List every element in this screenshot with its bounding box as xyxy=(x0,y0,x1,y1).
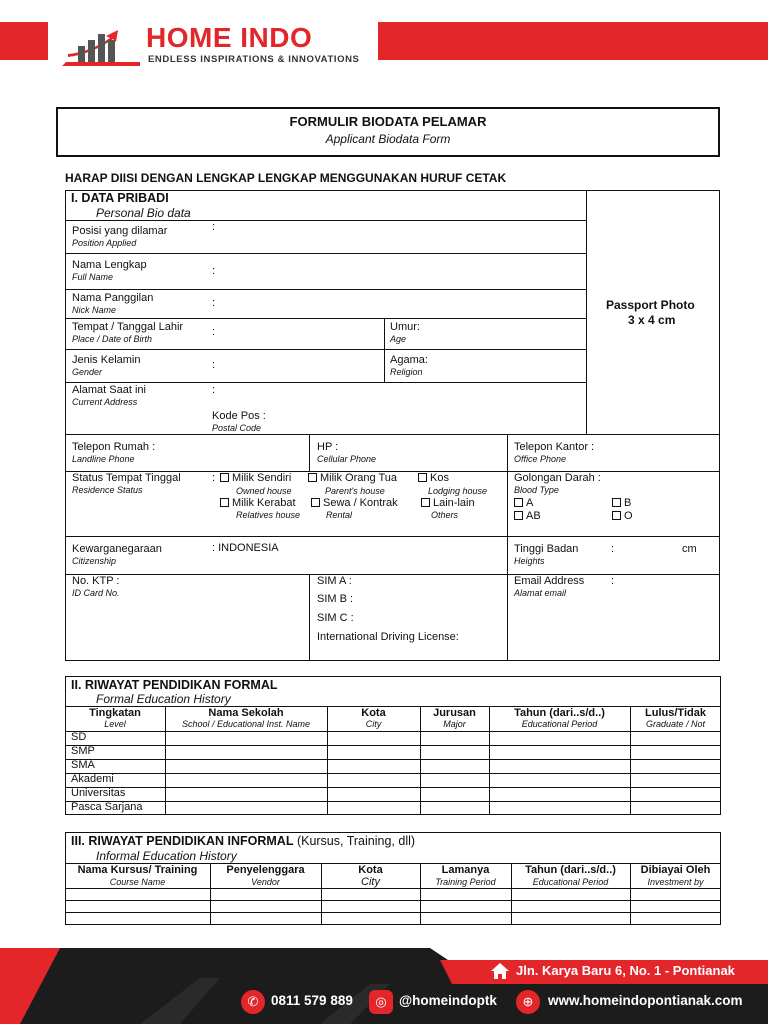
footer-phone[interactable]: 0811 579 889 xyxy=(271,993,353,1008)
full-name-label: Nama Lengkap xyxy=(72,259,147,271)
intl-license-label[interactable]: International Driving License: xyxy=(317,631,459,643)
informal-col-course-sub: Course Name xyxy=(109,877,166,887)
formal-col-city: Kota xyxy=(361,707,386,719)
religion-label: Agama: xyxy=(390,354,428,366)
residence-option-rental[interactable]: Sewa / Kontrak xyxy=(311,497,398,509)
formal-col-graduate: Lulus/Tidak xyxy=(645,707,706,719)
table-row: SMA xyxy=(71,759,95,771)
formal-col-period: Tahun (dari..s/d..) xyxy=(514,707,605,719)
table-row: Akademi xyxy=(71,773,114,785)
blood-option-b[interactable]: B xyxy=(612,497,631,509)
table-row: Pasca Sarjana xyxy=(71,801,143,813)
address-sublabel: Current Address xyxy=(72,397,138,407)
residence-option-rental-sub: Rental xyxy=(326,510,353,520)
residence-option-owned[interactable]: Milik Sendiri xyxy=(220,472,291,484)
residence-option-parents[interactable]: Milik Orang Tua xyxy=(308,472,397,484)
birth-field[interactable]: : xyxy=(212,326,216,338)
checkbox-icon[interactable] xyxy=(220,473,229,482)
sim-b-label[interactable]: SIM B : xyxy=(317,593,354,605)
informal-col-funding-sub: Investment by xyxy=(647,877,704,887)
footer-instagram[interactable]: @homeindoptk xyxy=(399,993,497,1008)
email-sublabel: Alamat email xyxy=(514,588,567,598)
residence-option-others[interactable]: Lain-lain xyxy=(421,497,475,509)
ktp-sublabel: ID Card No. xyxy=(72,588,120,598)
citizenship-value[interactable]: : INDONESIA xyxy=(212,542,279,554)
residence-option-lodging[interactable]: Kos xyxy=(418,472,449,484)
checkbox-icon[interactable] xyxy=(308,473,317,482)
residence-option-relatives[interactable]: Milik Kerabat xyxy=(220,497,296,509)
residence-option-owned-sub: Owned house xyxy=(236,486,292,496)
form-title-box xyxy=(56,107,720,157)
landline-label[interactable]: Telepon Rumah : xyxy=(72,441,156,453)
header-red-bar-left xyxy=(0,22,48,60)
home-icon xyxy=(490,962,510,980)
formal-col-city-sub: City xyxy=(365,719,382,729)
formal-col-school-sub: School / Educational Inst. Name xyxy=(181,719,311,729)
photo-size: 3 x 4 cm xyxy=(628,313,676,327)
birth-sublabel: Place / Date of Birth xyxy=(72,334,153,344)
footer-website[interactable]: www.homeindopontianak.com xyxy=(548,993,743,1008)
office-phone-label[interactable]: Telepon Kantor : xyxy=(514,441,595,453)
photo-label: Passport Photo xyxy=(606,298,695,312)
photo-divider xyxy=(586,190,587,434)
sim-c-label[interactable]: SIM C : xyxy=(317,612,354,624)
formal-col-graduate-sub: Graduate / Not xyxy=(645,719,706,729)
checkbox-icon[interactable] xyxy=(418,473,427,482)
globe-icon: ⊕ xyxy=(516,990,540,1014)
cellular-label[interactable]: HP : xyxy=(317,441,339,453)
address-field[interactable]: : xyxy=(212,384,216,396)
checkbox-icon[interactable] xyxy=(311,498,320,507)
formal-col-period-sub: Educational Period xyxy=(521,719,598,729)
checkbox-icon[interactable] xyxy=(514,498,523,507)
residence-label: Status Tempat Tinggal xyxy=(72,472,181,484)
informal-col-vendor: Penyelenggara xyxy=(226,864,305,876)
residence-sublabel: Residence Status xyxy=(72,485,143,495)
email-label: Email Address xyxy=(514,575,585,587)
formal-col-school: Nama Sekolah xyxy=(208,707,284,719)
religion-sublabel[interactable]: Religion xyxy=(390,367,423,377)
residence-option-lodging-sub: Lodging house xyxy=(428,486,488,496)
postal-code-label[interactable]: Kode Pos : xyxy=(212,410,266,422)
ktp-label[interactable]: No. KTP : xyxy=(72,575,120,587)
blood-option-a[interactable]: A xyxy=(514,497,533,509)
height-sublabel: Heights xyxy=(514,556,545,566)
formal-col-major: Jurusan xyxy=(433,707,476,719)
residence-option-others-sub: Others xyxy=(431,510,459,520)
citizenship-label: Kewarganegaraan xyxy=(72,543,162,555)
informal-col-duration: Lamanya xyxy=(441,864,490,876)
blood-option-ab[interactable]: AB xyxy=(514,510,541,522)
postal-code-sublabel: Postal Code xyxy=(212,423,262,433)
checkbox-icon[interactable] xyxy=(612,498,621,507)
table-row: SMP xyxy=(71,745,95,757)
personal-frame xyxy=(65,190,720,661)
checkbox-icon[interactable] xyxy=(220,498,229,507)
formal-col-level: Tingkatan xyxy=(89,707,141,719)
age-label: Umur: xyxy=(390,321,420,333)
formal-col-major-sub: Major xyxy=(443,719,466,729)
informal-col-city-sub: City xyxy=(361,876,380,888)
section-title-personal: I. DATA PRIBADI xyxy=(71,191,169,205)
form-title: FORMULIR BIODATA PELAMAR xyxy=(289,114,487,129)
gender-label: Jenis Kelamin xyxy=(72,354,141,366)
logo-icon xyxy=(60,24,142,68)
form-instruction: HARAP DIISI DENGAN LENGKAP LENGKAP MENGGUNAKAN HURUF CETAK xyxy=(65,171,507,185)
phone-icon: ✆ xyxy=(241,990,265,1014)
formal-col-level-sub: Level xyxy=(104,719,126,729)
position-sublabel: Position Applied xyxy=(72,238,137,248)
footer-address: Jln. Karya Baru 6, No. 1 - Pontianak xyxy=(516,963,735,978)
checkbox-icon[interactable] xyxy=(612,511,621,520)
section-subtitle-personal: Personal Bio data xyxy=(96,206,191,220)
blood-type-label: Golongan Darah : xyxy=(514,472,601,484)
section-subtitle-informal: Informal Education History xyxy=(96,849,237,863)
informal-col-period-sub: Educational Period xyxy=(532,877,609,887)
address-label: Alamat Saat ini xyxy=(72,384,146,396)
citizenship-sublabel: Citizenship xyxy=(72,556,117,566)
informal-col-period: Tahun (dari..s/d..) xyxy=(525,864,616,876)
gender-field[interactable]: : xyxy=(212,359,216,371)
position-field[interactable]: : xyxy=(212,221,216,233)
section-title-informal: III. RIWAYAT PENDIDIKAN INFORMAL (Kursus, Training, dll) xyxy=(71,834,416,848)
office-phone-sublabel: Office Phone xyxy=(514,454,567,464)
informal-col-course: Nama Kursus/ Training xyxy=(77,864,198,876)
brand-name: HOME INDO xyxy=(146,22,313,53)
section-subtitle-formal: Formal Education History xyxy=(96,692,231,706)
checkbox-icon[interactable] xyxy=(421,498,430,507)
residence-option-parents-sub: Parent's house xyxy=(325,486,385,496)
landline-sublabel: Landline Phone xyxy=(72,454,135,464)
table-row: SD xyxy=(71,731,87,743)
height-unit: cm xyxy=(682,543,697,555)
form-subtitle: Applicant Biodata Form xyxy=(325,132,451,146)
table-row: Universitas xyxy=(71,787,126,799)
header-red-bar-right xyxy=(378,22,768,60)
full-name-sublabel: Full Name xyxy=(72,272,114,282)
cellular-sublabel: Cellular Phone xyxy=(317,454,377,464)
checkbox-icon[interactable] xyxy=(514,511,523,520)
age-sublabel[interactable]: Age xyxy=(390,334,407,344)
gender-sublabel: Gender xyxy=(72,367,103,377)
nick-name-label: Nama Panggilan xyxy=(72,292,154,304)
informal-col-funding: Dibiayai Oleh xyxy=(640,864,711,876)
full-name-field[interactable]: : xyxy=(212,265,216,277)
blood-type-sublabel: Blood Type xyxy=(514,485,559,495)
brand-tagline: ENDLESS INSPIRATIONS & INNOVATIONS xyxy=(148,54,360,65)
residence-colon: : xyxy=(212,472,216,484)
nick-name-field[interactable]: : xyxy=(212,297,216,309)
informal-col-duration-sub: Training Period xyxy=(435,877,496,887)
height-label: Tinggi Badan xyxy=(514,543,579,555)
instagram-icon: ◎ xyxy=(369,990,393,1014)
nick-name-sublabel: Nick Name xyxy=(72,305,117,315)
sim-a-label[interactable]: SIM A : xyxy=(317,575,352,587)
informal-col-city: Kota xyxy=(358,864,383,876)
section-title-formal: II. RIWAYAT PENDIDIKAN FORMAL xyxy=(71,678,278,692)
birth-label: Tempat / Tanggal Lahir xyxy=(72,321,184,333)
email-field[interactable]: : xyxy=(611,575,615,587)
informal-col-vendor-sub: Vendor xyxy=(251,877,280,887)
height-field[interactable]: : xyxy=(611,543,615,555)
residence-option-relatives-sub: Relatives house xyxy=(236,510,301,520)
position-label: Posisi yang dilamar xyxy=(72,225,168,237)
blood-option-o[interactable]: O xyxy=(612,510,633,522)
